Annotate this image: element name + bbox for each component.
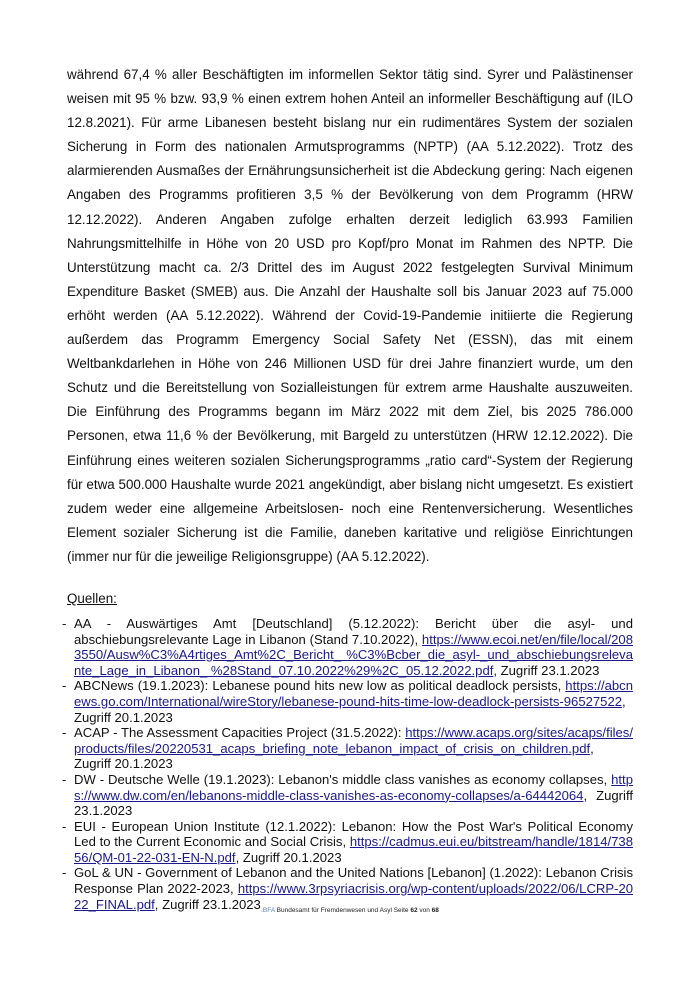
- source-item: [62, 725, 633, 772]
- bullet-dash: -: [62, 818, 67, 834]
- source-access-date: , Zugriff 20.1.2023: [74, 693, 626, 725]
- current-page-number: 62: [410, 907, 418, 914]
- source-access-date: , Zugriff 20.1.2023: [235, 849, 342, 865]
- source-link[interactable]: https://cadmus.eui.eu/bitstream/handle/1814/73856/QM-01-22-031-EN-N.pdf: [74, 834, 633, 865]
- source-access-date: , Zugriff 23.1.2023: [154, 896, 261, 912]
- sources-heading: Quellen:: [67, 590, 117, 606]
- bullet-dash: -: [62, 725, 67, 741]
- source-item: [62, 615, 633, 678]
- source-item: [62, 865, 634, 912]
- source-text: ACAP - The Assessment Capacities Project (31.5.2022):: [74, 725, 402, 741]
- source-link[interactable]: https://abcnews.go.com/International/wireStory/lebanese-pound-hits-time-low-deadlock-persists-96527522: [74, 678, 633, 709]
- document-page: [62, 63, 634, 912]
- bullet-dash: -: [62, 865, 67, 881]
- source-access-date: , Zugriff 23.1.2023: [74, 787, 633, 819]
- source-item: [62, 771, 633, 819]
- bullet-dash: -: [62, 771, 67, 787]
- sources-list: [62, 615, 634, 912]
- source-link[interactable]: https://www.dw.com/en/lebanons-middle-class-vanishes-as-economy-collapses/a-64442064: [74, 771, 633, 803]
- total-pages: 68: [431, 907, 439, 914]
- source-text: DW - Deutsche Welle (19.1.2023): Lebanon's middle class vanishes as economy collapses,: [74, 771, 608, 787]
- source-link[interactable]: https://www.3rpsyriacrisis.org/wp-content/uploads/2022/06/LCRP-2022_FINAL.pdf: [74, 881, 634, 912]
- source-access-date: , Zugriff 20.1.2023: [74, 740, 594, 772]
- body-paragraph: während 67,4 % aller Beschäftigten im informellen Sektor tätig sind. Syrer und Palästinenser weisen mit 95 % bzw. 93,9 % einen extrem hohen Anteil an informeller Beschäftigung auf (ILO 12.8.2021). Für arme Libanesen besteht bislang nur ein rudimentäres System der sozialen Sicherung in Form des nationalen Armutsprogramms (NPTP) (AA 5.12.2022). Trotz des alarmierenden Ausmaßes der Ernährungsunsicherheit ist die Abdeckung gering: Nach eigenen Angaben des Programms profitieren 3,5 % der Bevölkerung von dem Programm (HRW 12.12.2022). Anderen Angaben zufolge erhalten derzeit lediglich 63.993 Familien Nahrungsmittelhilfe in Höhe von 20 USD pro Kopf/pro Monat im Rahmen des NPTP. Die Unterstützung macht ca. 2/3 Drittel des im August 2022 festgelegten Survival Minimum Expenditure Basket (SMEB) aus. Die Anzahl der Haushalte soll bis Januar 2023 auf 75.000 erhöht werden (AA 5.12.2022). Während der Covid-19-Pandemie initiierte die Regierung außerdem das Programm Emergency Social Safety Net (ESSN), das mit einem Weltbankdarlehen in Höhe von 246 Millionen USD für drei Jahre finanziert wurde, um den Schutz und die Bereitstellung von Sozialleistungen für extrem arme Haushalte auszuweiten. Die Einführung des Programms begann im März 2022 mit dem Ziel, bis 2025 786.000 Personen, etwa 11,6 % der Bevölkerung, mit Bargeld zu unterstützen (HRW 12.12.2022). Die Einführung eines weiteren sozialen Sicherungsprogramms „ratio card“-System der Regierung für etwa 500.000 Haushalte wurde 2021 angekündigt, aber bislang nicht umgesetzt. Es existiert zudem weder eine allgemeine Arbeitslosen- noch eine Rentenversicherung. Wesentliches Element sozialer Sicherung ist die Familie, daneben karitative und religiöse Einrichtungen (immer nur für die jeweilige Religionsgruppe) (AA 5.12.2022).: [67, 67, 633, 564]
- footer-of: von: [417, 907, 432, 914]
- bullet-dash: -: [62, 615, 67, 631]
- source-item: [62, 818, 633, 866]
- bullet-dash: -: [62, 678, 67, 694]
- source-access-date: , Zugriff 23.1.2023: [493, 662, 600, 678]
- source-item: [62, 678, 633, 725]
- source-text: GoL & UN - Government of Lebanon and the United Nations [Lebanon] (1.2022): Lebanon Crisis Response Plan 2022-2023,: [74, 865, 633, 897]
- source-text: AA - Auswärtiges Amt [Deutschland] (5.12.2022): Bericht über die asyl- und abschiebungsrelevante Lage in Libanon (Stand 7.10.2022),: [74, 615, 633, 647]
- bfa-logo: .BFA: [261, 907, 275, 914]
- source-link[interactable]: https://www.ecoi.net/en/file/local/2083550/Ausw%C3%A4rtiges_Amt%2C_Bericht_ %C3%Bcber_die_asyl-_und_abschiebungsrelevante_Lage_in_Libanon_ %28Stand_07.10.2022%29%2C_05.12.2022.pdf: [74, 631, 633, 678]
- page-footer: [0, 907, 700, 914]
- source-text: EUI - European Union Institute (12.1.2022): Lebanon: How the Post War's Political Economy Led to the Current Economic and Social Crisis,: [74, 818, 633, 850]
- source-text: ABCNews (19.1.2023): Lebanese pound hits new low as political deadlock persists,: [74, 678, 562, 694]
- source-link[interactable]: https://www.acaps.org/sites/acaps/files/products/files/20220531_acaps_briefing_note_lebanon_impact_of_crisis_on_children.pdf: [74, 725, 633, 756]
- footer-agency: Bundesamt für Fremdenwesen und Asyl Seite: [274, 907, 411, 914]
